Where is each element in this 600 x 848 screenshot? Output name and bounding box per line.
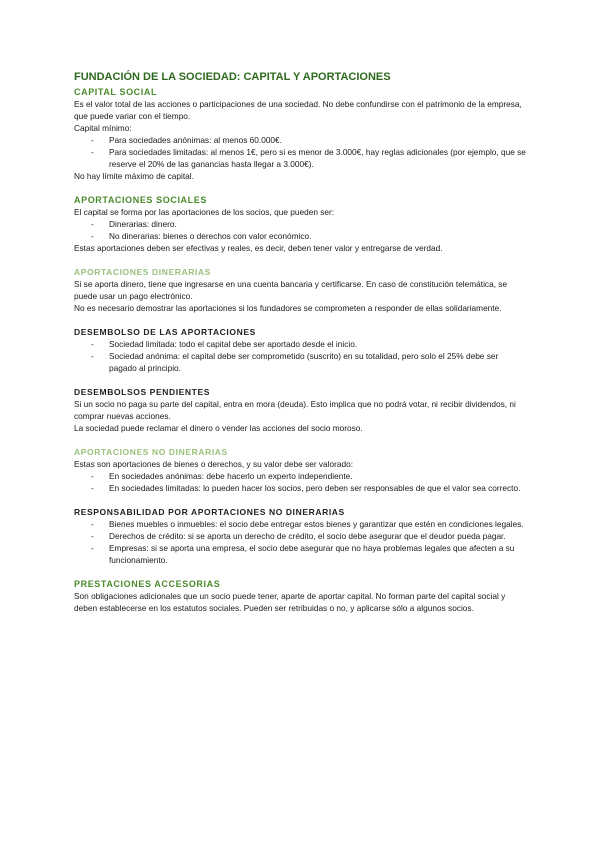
list-item: - Dinerarias: dinero. (74, 218, 526, 230)
document-title: FUNDACIÓN DE LA SOCIEDAD: CAPITAL Y APORTACIONES (74, 71, 391, 83)
paragraph: Son obligaciones adicionales que un socio puede tener, aparte de aportar capital. No forman parte del capital social y deben establecerse en los estatutos sociales. Pueden ser retribuidas o no, y aplicarse sólo a algunos socios. (74, 591, 506, 613)
list-item: - Para sociedades limitadas: al menos 1€, pero si es menor de 3.000€, hay reglas adicionales (por ejemplo, que se reserve el 20% de las ganancias hasta llegar a 3.000€). (74, 146, 526, 170)
heading-aportaciones-no-dinerarias: APORTACIONES NO DINERARIAS (74, 447, 228, 457)
paragraph: Es el valor total de las acciones o participaciones de una sociedad. No debe confundirse con el patrimonio de la empresa, que puede variar con el tiempo. (74, 99, 522, 121)
list-item: - Sociedad anónima: el capital debe ser comprometido (suscrito) en su totalidad, pero solo el 25% debe ser pagado al principio. (74, 350, 526, 374)
paragraph: Si un socio no paga su parte del capital, entra en mora (deuda). Esto implica que no podrá votar, ni recibir dividendos, ni comprar nuevas acciones. (74, 399, 516, 421)
list-item: - Sociedad limitada: todo el capital debe ser aportado desde el inicio. (74, 338, 526, 350)
paragraph: Si se aporta dinero, tiene que ingresarse en una cuenta bancaria y certificarse. En caso de constitución telemática, se puede usar un pago electrónico. (74, 279, 508, 301)
paragraph: Capital mínimo: (74, 123, 132, 133)
list-item: - En sociedades limitadas: lo pueden hacer los socios, pero deben ser responsables de que el valor sea correcto. (74, 482, 526, 494)
paragraph: No es necesario demostrar las aportaciones si los fundadores se comprometen a responder de ellas solidariamente. (74, 303, 502, 313)
heading-prestaciones-accesorias: PRESTACIONES ACCESORIAS (74, 579, 221, 589)
list-item: - Empresas: si se aporta una empresa, el socio debe asegurar que no haya problemas legales que afecten a su funcionamiento. (74, 542, 526, 566)
bullet-list (74, 470, 526, 494)
heading-aportaciones-sociales: APORTACIONES SOCIALES (74, 195, 207, 205)
heading-aportaciones-dinerarias: APORTACIONES DINERARIAS (74, 267, 211, 277)
list-item: - Para sociedades anónimas: al menos 60.000€. (74, 134, 526, 146)
paragraph: La sociedad puede reclamar el dinero o vender las acciones del socio moroso. (74, 423, 363, 433)
heading-responsabilidad: RESPONSABILIDAD POR APORTACIONES NO DINERARIAS (74, 507, 345, 517)
heading-desembolso: DESEMBOLSO DE LAS APORTACIONES (74, 327, 256, 337)
heading-desembolsos-pendientes: DESEMBOLSOS PENDIENTES (74, 387, 210, 397)
paragraph: Estas aportaciones deben ser efectivas y reales, es decir, deben tener valor y entregarse de verdad. (74, 243, 443, 253)
list-item: - Bienes muebles o inmuebles: el socio debe entregar estos bienes y garantizar que estén en condiciones legales. (74, 518, 526, 530)
paragraph: El capital se forma por las aportaciones de los socios, que pueden ser: (74, 207, 335, 217)
paragraph: No hay límite máximo de capital. (74, 171, 194, 181)
list-item: - No dinerarias: bienes o derechos con valor económico. (74, 230, 526, 242)
heading-capital-social: CAPITAL SOCIAL (74, 87, 158, 97)
bullet-list (74, 134, 526, 170)
bullet-list (74, 218, 526, 242)
bullet-list (74, 338, 526, 374)
document-page (74, 70, 526, 614)
list-item: - En sociedades anónimas: debe hacerlo un experto independiente. (74, 470, 526, 482)
list-item: - Derechos de crédito: si se aporta un derecho de crédito, el socio debe asegurar que el deudor pueda pagar. (74, 530, 526, 542)
paragraph: Estas son aportaciones de bienes o derechos, y su valor debe ser valorado: (74, 459, 354, 469)
bullet-list (74, 518, 526, 566)
